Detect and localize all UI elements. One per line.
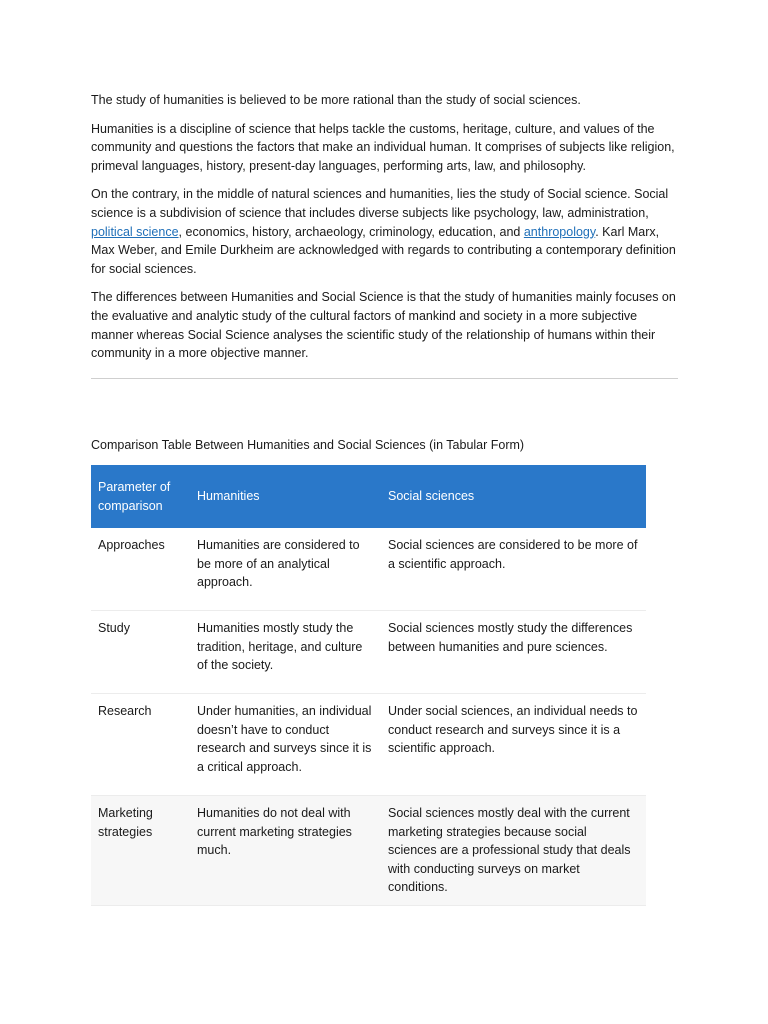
anthropology-link[interactable]: anthropology xyxy=(523,224,596,239)
article-body xyxy=(91,91,681,373)
paragraph-text: . Karl Marx, Max Weber, and Emile Durkheim are acknowledged with regards to contributing a contemporary definition for social sciences. xyxy=(91,224,676,276)
paragraph-text: On the contrary, in the middle of natural sciences and humanities, lies the study of Social science. Social science is a subdivision of science that includes diverse subjects like psychology, law, administration, xyxy=(91,187,669,220)
header-social-sciences: Social sciences xyxy=(381,465,646,528)
parameter-cell: Approaches xyxy=(98,538,165,552)
social-sciences-cell: Social sciences mostly study the differences between humanities and pure sciences. xyxy=(388,621,633,654)
differences-paragraph: The differences between Humanities and Social Science is that the study of humanities mainly focuses on the evaluative and analytic study of the cultural factors of mankind and society in a more subjective manner whereas Social Science analyses the scientific study of the relationship of humans within their community in a more objective manner. xyxy=(91,290,676,361)
parameter-cell: Marketing strategies xyxy=(91,796,190,906)
humanities-paragraph: Humanities is a discipline of science that helps tackle the customs, heritage, culture, and values of the community and questions the factors that make an individual human. It comprises of subjects like religion, primeval languages, history, present-day languages, performing arts, law, and philosophy. xyxy=(91,121,675,173)
horizontal-divider xyxy=(91,378,678,379)
header-parameter: Parameter of comparison xyxy=(91,465,190,528)
humanities-cell: Humanities mostly study the tradition, heritage, and culture of the society. xyxy=(197,621,363,673)
humanities-cell: Humanities are considered to be more of an analytical approach. xyxy=(197,538,360,590)
paragraph-text: , economics, history, archaeology, criminology, education, and xyxy=(178,224,524,239)
humanities-cell: Under humanities, an individual doesn’t have to conduct research and surveys since it is a critical approach. xyxy=(197,704,372,774)
comparison-table xyxy=(91,465,646,906)
table-caption: Comparison Table Between Humanities and Social Sciences (in Tabular Form) xyxy=(91,438,525,452)
social-sciences-cell: Social sciences are considered to be more of a scientific approach. xyxy=(388,538,638,571)
table-row xyxy=(91,611,646,694)
political-science-link[interactable]: political science xyxy=(91,224,179,239)
table-row xyxy=(91,528,646,611)
parameter-cell: Research xyxy=(98,704,152,718)
table-header-row xyxy=(91,465,646,528)
parameter-cell: Study xyxy=(98,621,130,635)
social-sciences-cell: Under social sciences, an individual needs to conduct research and surveys since it is a scientific approach. xyxy=(388,704,638,756)
social-science-paragraph xyxy=(91,185,681,278)
humanities-cell: Humanities do not deal with current marketing strategies much. xyxy=(190,796,381,906)
social-sciences-cell: Social sciences mostly deal with the current marketing strategies because social sciences are a professional study that deals with conducting surveys on market conditions. xyxy=(381,796,646,906)
intro-paragraph: The study of humanities is believed to be more rational than the study of social sciences. xyxy=(91,93,581,107)
table-row xyxy=(91,796,646,906)
table-row xyxy=(91,694,646,796)
header-humanities: Humanities xyxy=(190,465,381,528)
